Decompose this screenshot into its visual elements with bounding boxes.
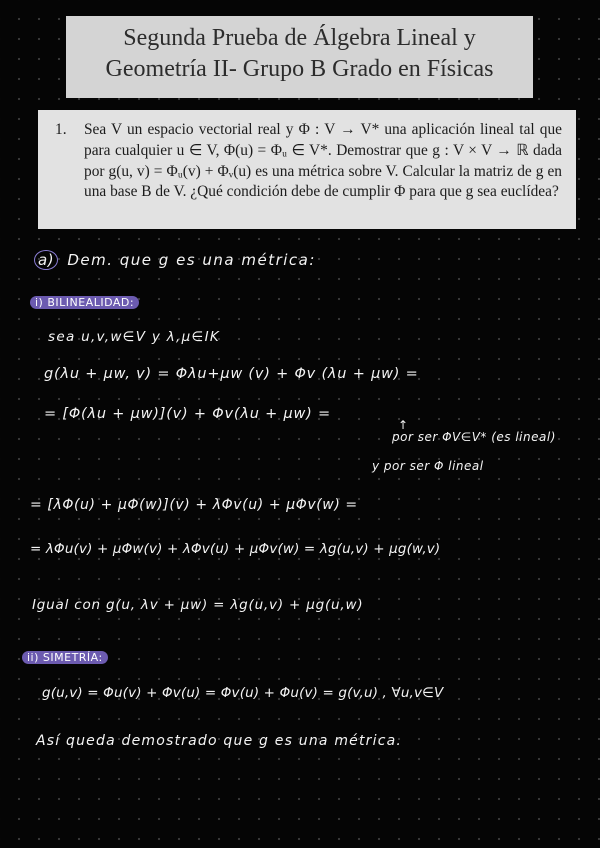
symmetry-heading xyxy=(22,651,108,664)
equation-1: g(λu + μw, v) = Φλu+μw (v) + Φv (λu + μw) = xyxy=(44,366,419,382)
title-line-2: Geometría II- Grupo B Grado en Físicas xyxy=(105,56,494,82)
justification-note-1: por ser ΦV∈V* (es lineal) xyxy=(392,430,556,444)
problem-number: 1. xyxy=(55,121,67,138)
justification-note-2: y por ser Φ lineal xyxy=(372,459,484,473)
equation-2-mark: ↑ xyxy=(398,418,409,432)
bilinearity-label: i) BILINEALIDAD: xyxy=(30,296,139,309)
title-line-1: Segunda Prueba de Álgebra Lineal y xyxy=(123,25,476,51)
problem-statement: Sea V un espacio vectorial real y Φ : V → V* una aplicación lineal tal que para cualquier u ∈ V, Φ(u) = Φᵤ ∈ V*. Demostrar que g : V × V → ℝ dada por g(u, v) = Φᵤ(v) + Φᵥ(u) es una métrica sobre V. Calcular la matriz de g en una base B de V. ¿Qué condición debe de cumplir Φ para que g sea euclídea? xyxy=(84,121,562,201)
equation-6: g(u,v) = Φu(v) + Φv(u) = Φv(u) + Φu(v) = g(v,u) , ∀u,v∈V xyxy=(42,685,444,701)
problem-box xyxy=(38,110,576,229)
equation-5: Igual con g(u, λv + μw) = λg(u,v) + μg(u,w) xyxy=(32,597,364,613)
equation-4: = λΦu(v) + μΦw(v) + λΦv(u) + μΦv(w) = λg(u,v) + μg(w,v) xyxy=(30,541,441,557)
part-a-label: a) xyxy=(34,250,58,270)
part-a-text: Dem. que g es una métrica: xyxy=(67,251,316,269)
equation-3: = [λΦ(u) + μΦ(w)](v) + λΦv(u) + μΦv(w) = xyxy=(30,497,358,513)
title-box xyxy=(66,16,533,98)
sea-line: sea u,v,w∈V y λ,μ∈IK xyxy=(48,329,221,345)
conclusion: Así queda demostrado que g es una métrica. xyxy=(36,733,403,749)
part-a-heading xyxy=(34,251,316,269)
equation-2: = [Φ(λu + μw)](v) + Φv(λu + μw) = xyxy=(44,406,331,422)
bilinearity-heading xyxy=(30,296,139,309)
symmetry-label: ii) SIMETRÍA: xyxy=(22,651,108,664)
